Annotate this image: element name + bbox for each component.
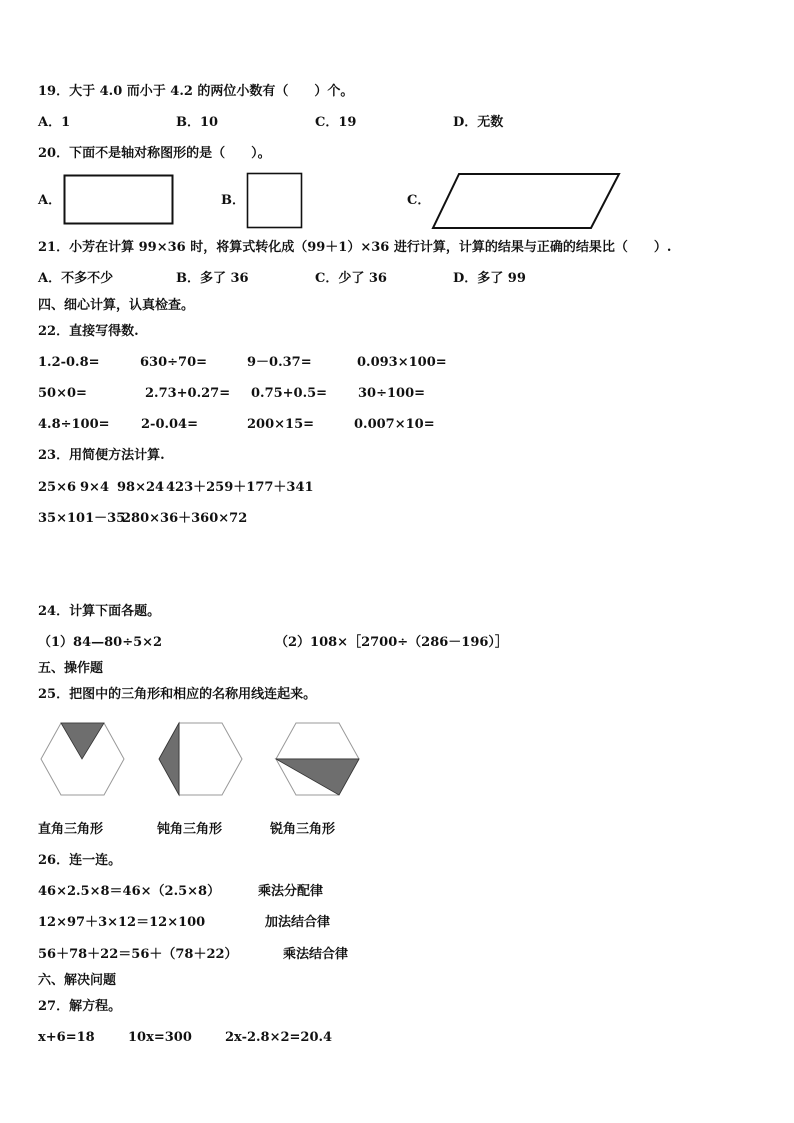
q24-item-2: （2）108×［2700÷（286－196）］ <box>275 635 508 650</box>
hexagon-obtuse-triangle-figure <box>158 722 244 797</box>
q23-expr-1: 25×6 <box>38 480 77 495</box>
q25-name-3: 锐角三角形 <box>270 822 336 837</box>
section-five-heading: 五、操作题 <box>38 661 104 676</box>
q20-label-c: C． <box>407 193 431 208</box>
q27-eq-2: 10x=300 <box>128 1030 192 1045</box>
q26-left-1: 46×2.5×8＝46×（2.5×8） <box>38 884 221 899</box>
q19-option-c: C．19 <box>315 115 357 130</box>
q21-option-d: D．多了 99 <box>453 271 526 286</box>
q26-right-1: 乘法分配律 <box>258 884 324 899</box>
q26-stem: 26．连一连。 <box>38 853 122 868</box>
q22-r2c1: 50×0= <box>38 386 87 401</box>
hexagon-right-triangle-figure <box>40 722 126 797</box>
section-six-heading: 六、解决问题 <box>38 973 117 988</box>
q24-stem: 24．计算下面各题。 <box>38 604 161 619</box>
q27-eq-3: 2x-2.8×2=20.4 <box>225 1030 333 1045</box>
q23-expr-5: 35×101－35 <box>38 511 126 526</box>
q22-r3c1: 4.8÷100= <box>38 417 110 432</box>
q22-r2c3: 0.75+0.5= <box>251 386 328 401</box>
q21-option-c: C．少了 36 <box>315 271 387 286</box>
q25-name-1: 直角三角形 <box>38 822 104 837</box>
q23-stem: 23．用简便方法计算. <box>38 448 165 463</box>
q20-label-b: B． <box>221 193 245 208</box>
q23-expr-4: 423＋259＋177＋341 <box>166 480 314 495</box>
q21-stem: 21．小芳在计算 99×36 时，将算式转化成（99＋1）×36 进行计算，计算的结果与正确的结果比（ ）. <box>38 240 672 255</box>
q22-r2c2: 2.73+0.27= <box>145 386 231 401</box>
q26-right-3: 乘法结合律 <box>283 947 349 962</box>
q22-r2c4: 30÷100= <box>358 386 426 401</box>
q22-stem: 22．直接写得数. <box>38 324 139 339</box>
q27-eq-1: x+6=18 <box>38 1030 95 1045</box>
q27-stem: 27．解方程。 <box>38 999 122 1014</box>
q23-expr-2: 9×4 <box>80 480 109 495</box>
q22-r1c3: 9－0.37= <box>247 355 312 370</box>
q21-option-b: B．多了 36 <box>176 271 249 286</box>
q25-stem: 25．把图中的三角形和相应的名称用线连起来。 <box>38 687 317 702</box>
parallelogram-figure <box>431 172 623 230</box>
q26-left-2: 12×97＋3×12＝12×100 <box>38 915 206 930</box>
q23-expr-6: 280×36＋360×72 <box>122 511 248 526</box>
q20-label-a: A． <box>38 193 62 208</box>
q22-r1c2: 630÷70= <box>140 355 208 370</box>
q24-item-1: （1）84—80÷5×2 <box>38 635 163 650</box>
q23-expr-3: 98×24 <box>117 480 165 495</box>
q26-right-2: 加法结合律 <box>265 915 331 930</box>
q19-option-b: B．10 <box>176 115 219 130</box>
q21-option-a: A．不多不少 <box>38 271 114 286</box>
section-four-heading: 四、细心计算，认真检查。 <box>38 298 195 313</box>
q19-stem: 19．大于 4.0 而小于 4.2 的两位小数有（ ）个。 <box>38 84 354 99</box>
q22-r3c3: 200×15= <box>247 417 315 432</box>
q22-r1c4: 0.093×100= <box>357 355 447 370</box>
q26-left-3: 56＋78＋22＝56＋（78＋22） <box>38 947 238 962</box>
q20-stem: 20．下面不是轴对称图形的是（ ）。 <box>38 146 271 161</box>
q22-r1c1: 1.2-0.8= <box>38 355 100 370</box>
rectangle-figure <box>63 174 175 226</box>
q19-option-d: D．无数 <box>453 115 504 130</box>
q25-name-2: 钝角三角形 <box>157 822 223 837</box>
square-figure <box>246 172 304 230</box>
q19-option-a: A．1 <box>38 115 71 130</box>
q22-r3c2: 2-0.04= <box>141 417 198 432</box>
hexagon-acute-triangle-figure <box>275 722 361 797</box>
q22-r3c4: 0.007×10= <box>354 417 435 432</box>
